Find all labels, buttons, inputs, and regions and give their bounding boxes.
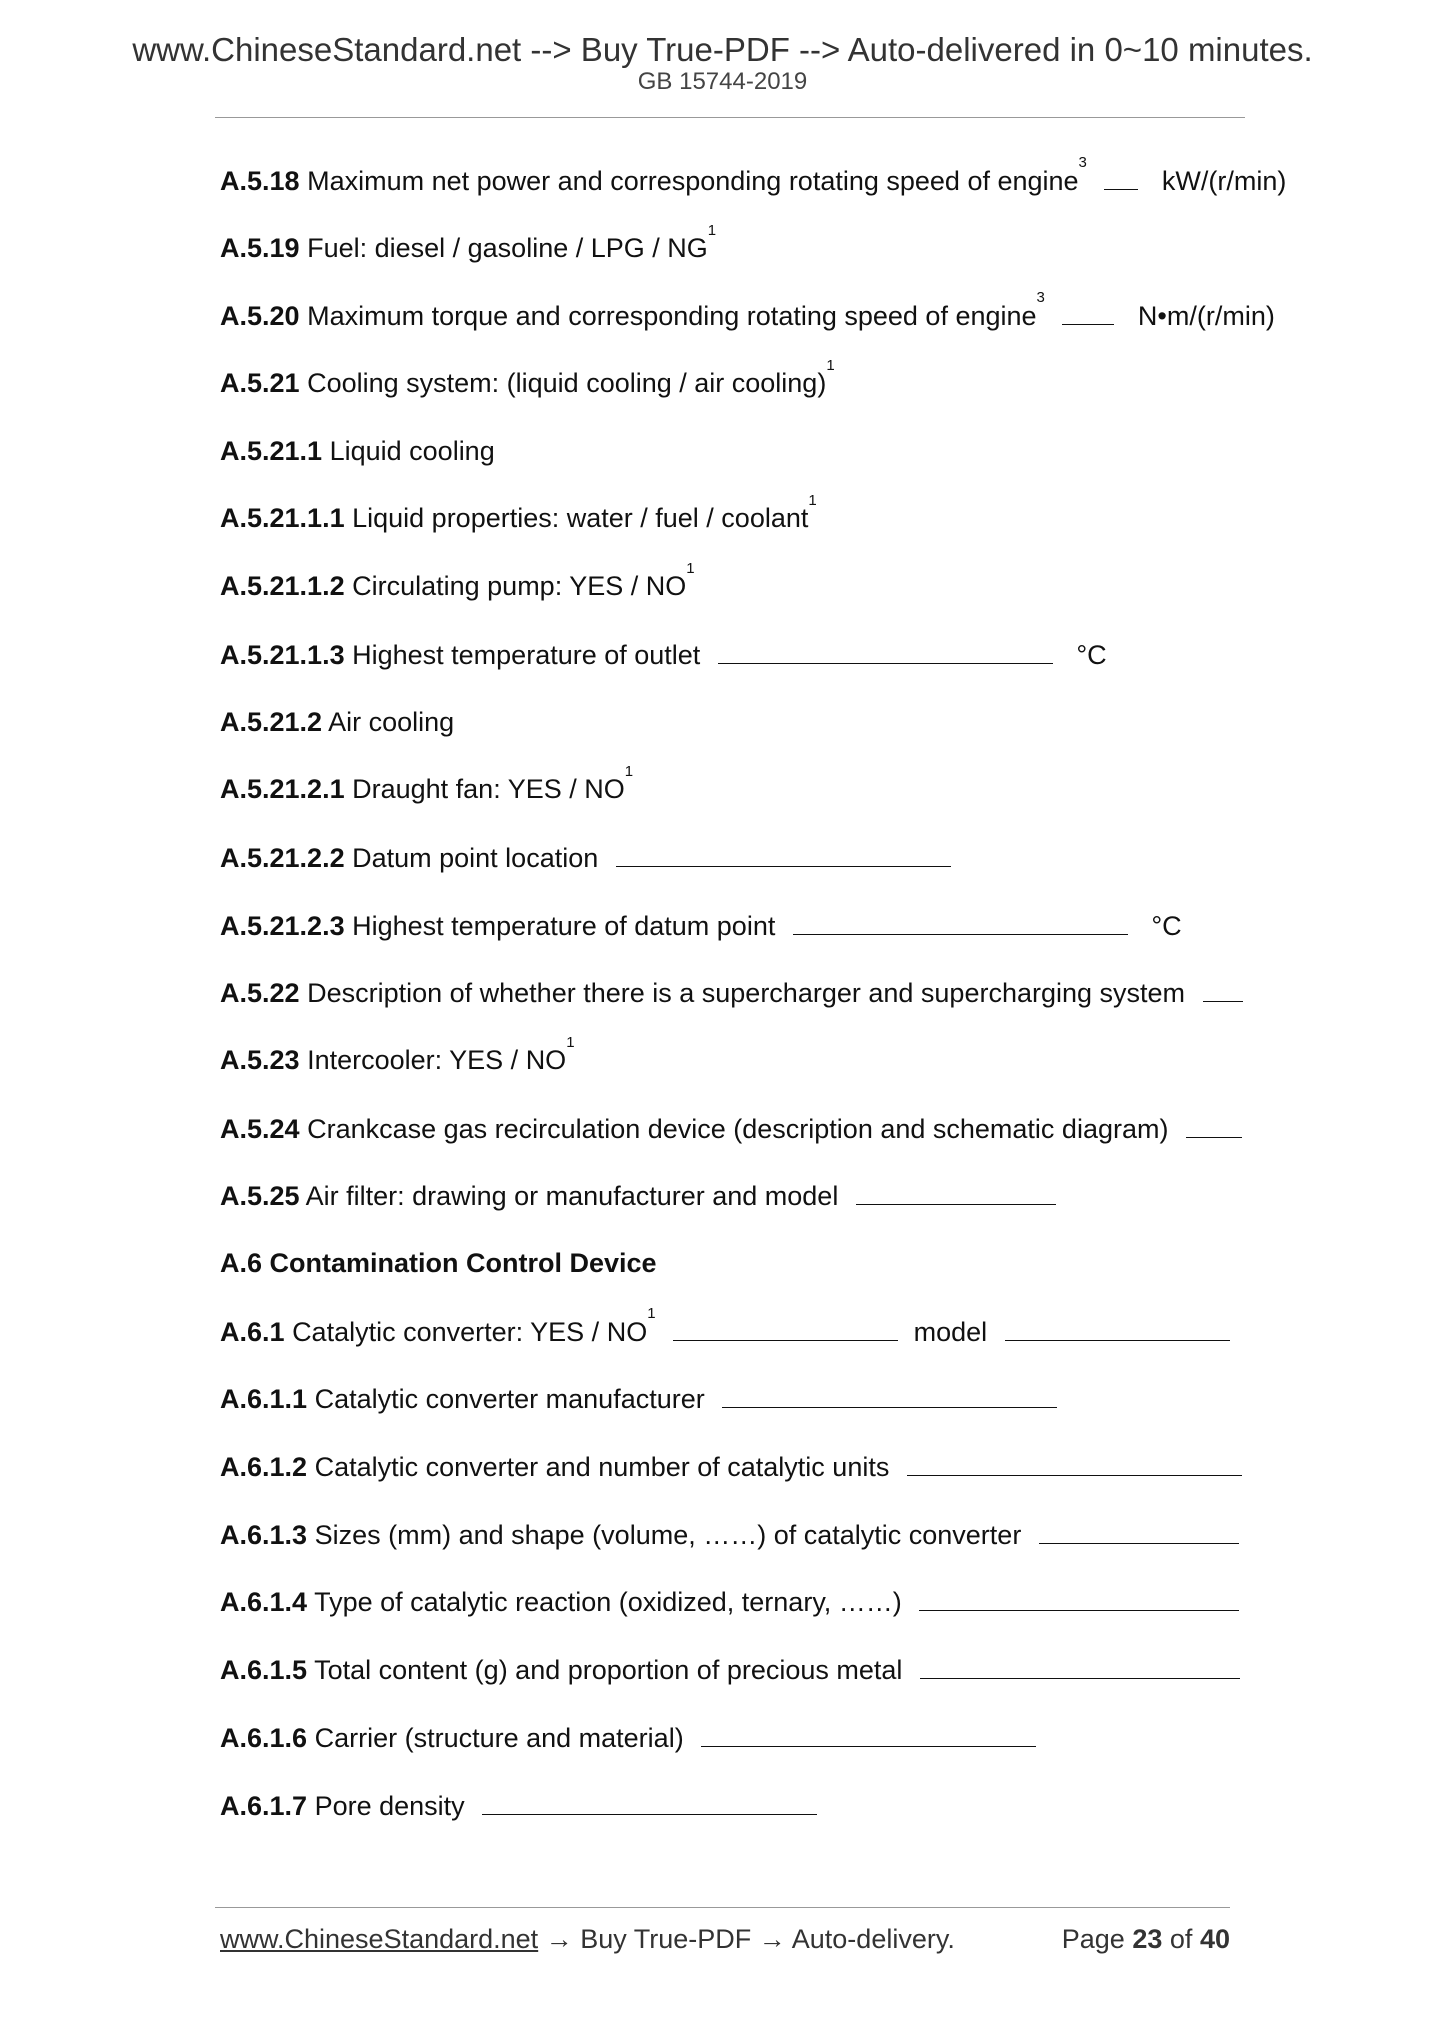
fill-in-blank[interactable]: [701, 1715, 1036, 1747]
header-divider: [215, 117, 1245, 118]
item-number: A.5.21: [220, 368, 300, 399]
item-a-5-21-2: [220, 700, 1250, 768]
item-a-6-1-3: [220, 1512, 1250, 1580]
footer-buy-text: Buy True-PDF: [580, 1924, 752, 1954]
item-text: Catalytic converter and number of catalytic units: [314, 1452, 890, 1483]
item-a-6-1-6: [220, 1715, 1250, 1783]
item-text: Circulating pump: YES / NO: [352, 571, 687, 602]
item-a-5-23: [220, 1033, 1250, 1106]
item-number: A.5.20: [220, 301, 300, 332]
fill-in-blank[interactable]: [1062, 293, 1114, 325]
item-text: Description of whether there is a supercharger and supercharging system: [307, 978, 1186, 1009]
fill-in-blank[interactable]: [856, 1173, 1056, 1205]
fill-in-blank[interactable]: [673, 1309, 898, 1341]
item-a-5-21-1: [220, 429, 1250, 497]
item-number: A.6: [220, 1248, 263, 1278]
fill-in-blank[interactable]: [1203, 970, 1243, 1002]
item-text: Air cooling: [328, 706, 455, 737]
fill-in-blank[interactable]: [616, 835, 951, 867]
item-a-5-24: [220, 1106, 1250, 1174]
item-a-5-21-2-1: [220, 763, 1250, 835]
item-number: A.5.18: [220, 166, 300, 196]
header-banner[interactable]: www.ChineseStandard.net --> Buy True-PDF --> Auto-delivered in 0~10 minutes.: [132, 31, 1313, 68]
item-text: Maximum torque and corresponding rotating speed of engine: [307, 301, 1037, 332]
item-text: Draught fan: YES / NO: [352, 774, 625, 805]
item-number: A.5.21.1: [220, 435, 323, 466]
arrow-icon: →: [751, 1924, 792, 1954]
item-a-5-19: [220, 221, 1250, 294]
footnote-ref: 3: [1078, 154, 1087, 171]
item-number: A.5.24: [220, 1113, 300, 1144]
footer-delivery-text: Auto-delivery.: [791, 1924, 955, 1954]
item-text: Cooling system: (liquid cooling / air cooling): [307, 368, 827, 399]
footer-divider: [215, 1907, 1230, 1908]
unit-label: °C: [1151, 910, 1182, 941]
item-number: A.6.1.4: [220, 1587, 308, 1618]
item-a-6-1-4: [220, 1579, 1250, 1647]
section-title: Contamination Control Device: [269, 1248, 657, 1278]
item-number: A.5.21.2.3: [220, 910, 345, 941]
item-number: A.5.22: [220, 978, 300, 1009]
fill-in-blank[interactable]: [907, 1444, 1242, 1476]
item-a-5-21-2-2: [220, 835, 1250, 903]
item-number: A.5.21.1.1: [220, 503, 345, 534]
item-a-5-25: [220, 1173, 1250, 1241]
item-number: A.5.21.2: [220, 706, 323, 737]
section-heading-a-6: [220, 1241, 1250, 1309]
footnote-ref: 1: [808, 492, 817, 510]
item-a-6-1: [220, 1304, 1250, 1377]
item-a-6-1-1: [220, 1376, 1250, 1444]
item-number: A.6.1.1: [220, 1384, 308, 1415]
item-text: Fuel: diesel / gasoline / LPG / NG: [307, 232, 708, 263]
unit-label: °C: [1076, 639, 1107, 670]
fill-in-blank[interactable]: [920, 1647, 1240, 1679]
fill-in-blank[interactable]: [1186, 1106, 1242, 1138]
item-number: A.5.21.1.2: [220, 571, 345, 602]
total-pages: 40: [1199, 1924, 1230, 1954]
item-a-5-21: [220, 357, 1250, 429]
fill-in-blank[interactable]: [1104, 158, 1138, 190]
model-label: model: [913, 1316, 988, 1347]
footnote-ref: 3: [1036, 289, 1045, 307]
item-number: A.6.1.5: [220, 1655, 308, 1686]
footnote-ref: 1: [566, 1033, 575, 1051]
fill-in-blank[interactable]: [1039, 1512, 1239, 1544]
item-a-6-1-5: [220, 1647, 1250, 1715]
unit-label: N•m/(r/min): [1137, 301, 1275, 332]
item-text: Crankcase gas recirculation device (description and schematic diagram): [307, 1113, 1169, 1144]
item-number: A.6.1: [220, 1316, 285, 1347]
page-indicator: [1062, 1921, 1230, 1957]
footnote-ref: 1: [647, 1304, 656, 1322]
item-text: Air filter: drawing or manufacturer and model: [305, 1181, 839, 1212]
unit-label: kW/(r/min): [1161, 166, 1287, 196]
fill-in-blank[interactable]: [1005, 1309, 1230, 1341]
form-content: [220, 154, 1287, 1850]
fill-in-blank[interactable]: [919, 1579, 1239, 1611]
arrow-icon: →: [538, 1924, 581, 1954]
item-number: A.5.21.2.1: [220, 774, 345, 805]
item-text: Catalytic converter: YES / NO: [292, 1316, 648, 1347]
item-number: A.6.1.7: [220, 1790, 308, 1821]
item-text: Sizes (mm) and shape (volume, ……) of catalytic converter: [314, 1519, 1022, 1550]
item-a-6-1-2: [220, 1444, 1250, 1512]
item-text: Pore density: [314, 1790, 465, 1821]
of-label: of: [1169, 1924, 1193, 1954]
footnote-ref: 1: [826, 357, 835, 375]
fill-in-blank[interactable]: [722, 1376, 1057, 1408]
fill-in-blank[interactable]: [482, 1783, 817, 1815]
item-a-5-22: [220, 970, 1250, 1038]
item-number: A.5.25: [220, 1181, 300, 1212]
item-text: Datum point location: [352, 842, 599, 873]
item-text: Highest temperature of datum point: [352, 910, 776, 941]
item-number: A.5.21.1.3: [220, 639, 345, 670]
item-number: A.6.1.3: [220, 1519, 308, 1550]
item-text: Carrier (structure and material): [314, 1722, 684, 1753]
item-text: Liquid cooling: [329, 435, 495, 466]
item-text: Maximum net power and corresponding rotating speed of engine: [307, 166, 1079, 196]
item-a-5-21-1-2: [220, 560, 1250, 632]
item-number: A.5.19: [220, 232, 300, 263]
item-text: Liquid properties: water / fuel / coolant: [352, 503, 809, 534]
item-a-5-20: [220, 289, 1275, 361]
item-a-5-21-1-1: [220, 492, 1250, 564]
item-a-6-1-7: [220, 1783, 1250, 1851]
item-number: A.5.23: [220, 1044, 300, 1075]
item-text: Total content (g) and proportion of precious metal: [314, 1655, 903, 1686]
footnote-ref: 1: [707, 221, 717, 239]
footnote-ref: 1: [686, 560, 695, 578]
item-text: Highest temperature of outlet: [352, 639, 701, 670]
page-label: Page: [1061, 1924, 1125, 1954]
fill-in-blank[interactable]: [718, 632, 1053, 664]
item-text: Intercooler: YES / NO: [307, 1044, 567, 1075]
item-text: Catalytic converter manufacturer: [314, 1384, 705, 1415]
footnote-ref: 1: [624, 763, 634, 781]
item-text: Type of catalytic reaction (oxidized, ternary, ……): [314, 1587, 902, 1618]
footer-link[interactable]: www.ChineseStandard.net: [220, 1924, 539, 1954]
footer: [220, 1921, 1230, 1957]
item-a-5-21-1-3: [220, 632, 1250, 700]
fill-in-blank[interactable]: [793, 903, 1128, 935]
item-number: A.6.1.2: [220, 1452, 308, 1483]
document-number: GB 15744-2019: [637, 68, 808, 95]
item-a-5-18: [220, 154, 1287, 226]
item-a-5-21-2-3: [220, 903, 1250, 971]
item-number: A.6.1.6: [220, 1722, 308, 1753]
current-page: 23: [1132, 1924, 1163, 1954]
item-number: A.5.21.2.2: [220, 842, 345, 873]
